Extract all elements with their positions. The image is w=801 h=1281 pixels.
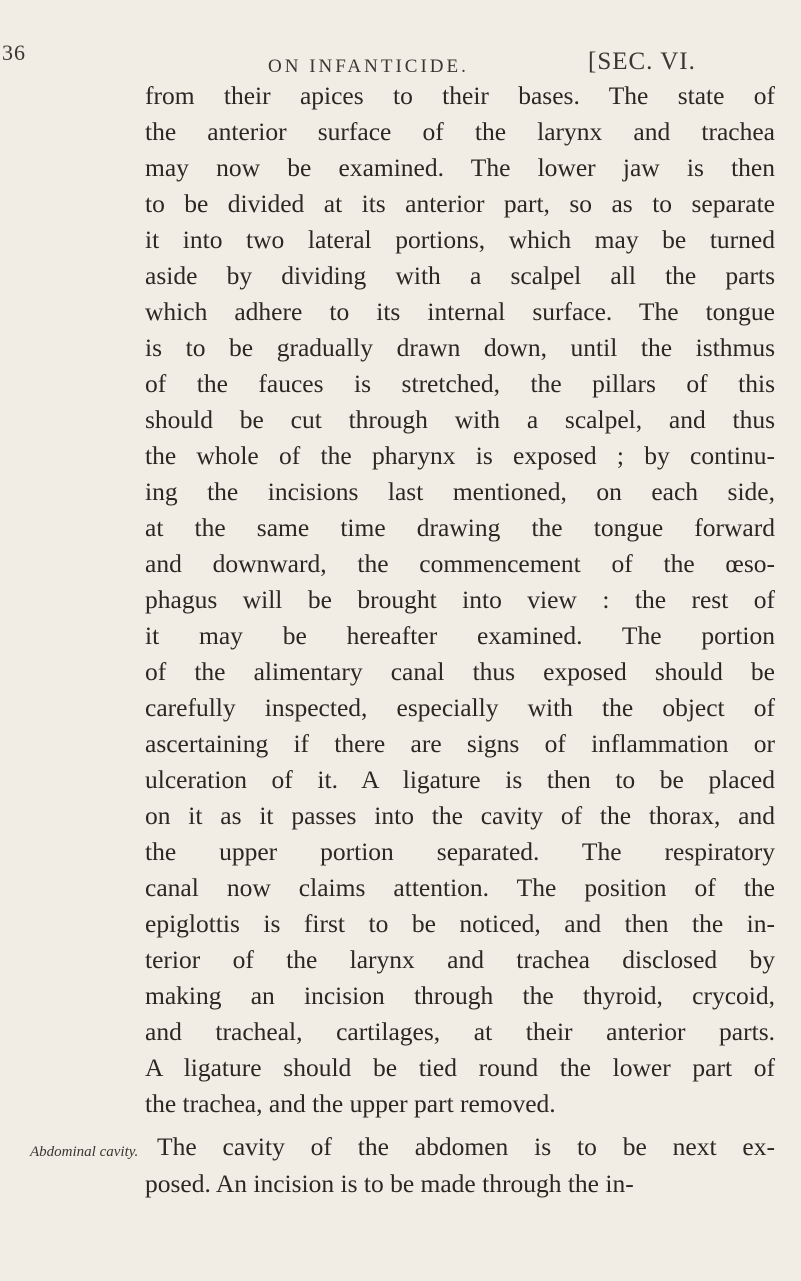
text-line: the anterior surface of the larynx and trachea bbox=[145, 117, 775, 146]
text-line: it may be hereafter examined. The portion bbox=[145, 621, 775, 650]
text-line: to be divided at its anterior part, so as to separate bbox=[145, 189, 775, 218]
text-line: the trachea, and the upper part removed. bbox=[145, 1089, 556, 1118]
marginal-note: Abdominal cavity. bbox=[30, 1144, 139, 1160]
text-line: canal now claims attention. The position of the bbox=[145, 873, 775, 902]
paragraph-abdominal-cavity bbox=[145, 1128, 775, 1202]
text-line: which adhere to its internal surface. The tongue bbox=[145, 297, 775, 326]
text-line: ulceration of it. A ligature is then to be placed bbox=[145, 765, 775, 794]
text-line: the upper portion separated. The respiratory bbox=[145, 837, 775, 866]
text-line: may now be examined. The lower jaw is then bbox=[145, 153, 775, 182]
text-line: on it as it passes into the cavity of the thorax, and bbox=[145, 801, 775, 830]
text-line: carefully inspected, especially with the object of bbox=[145, 693, 775, 722]
text-line: making an incision through the thyroid, crycoid, bbox=[145, 981, 775, 1010]
text-line: ing the incisions last mentioned, on each side, bbox=[145, 477, 775, 506]
text-line: A ligature should be tied round the lower part of bbox=[145, 1053, 775, 1082]
text-line: of the fauces is stretched, the pillars of this bbox=[145, 369, 775, 398]
text-line: at the same time drawing the tongue forward bbox=[145, 513, 775, 542]
text-line: and tracheal, cartilages, at their anterior parts. bbox=[145, 1017, 775, 1046]
text-line: and downward, the commencement of the œso- bbox=[145, 549, 775, 578]
text-line: the whole of the pharynx is exposed ; by continu- bbox=[145, 441, 775, 470]
text-line: should be cut through with a scalpel, and thus bbox=[145, 405, 775, 434]
text-line: of the alimentary canal thus exposed should be bbox=[145, 657, 775, 686]
paragraph-dissection-neck bbox=[145, 78, 775, 1122]
section-reference: [SEC. VI. bbox=[588, 48, 696, 75]
text-line: it into two lateral portions, which may be turned bbox=[145, 225, 775, 254]
page-number: 36 bbox=[2, 40, 26, 65]
text-line: epiglottis is first to be noticed, and then the in- bbox=[145, 909, 775, 938]
text-line: terior of the larynx and trachea disclosed by bbox=[145, 945, 775, 974]
text-line: The cavity of the abdomen is to be next ex- bbox=[157, 1132, 775, 1161]
text-line: aside by dividing with a scalpel all the parts bbox=[145, 261, 775, 290]
text-line: posed. An incision is to be made through the in- bbox=[145, 1169, 634, 1198]
text-line: ascertaining if there are signs of inflammation or bbox=[145, 729, 775, 758]
text-line: is to be gradually drawn down, until the isthmus bbox=[145, 333, 775, 362]
text-line: phagus will be brought into view : the rest of bbox=[145, 585, 775, 614]
text-line: from their apices to their bases. The state of bbox=[145, 81, 775, 110]
running-title: ON INFANTICIDE. bbox=[268, 56, 469, 77]
